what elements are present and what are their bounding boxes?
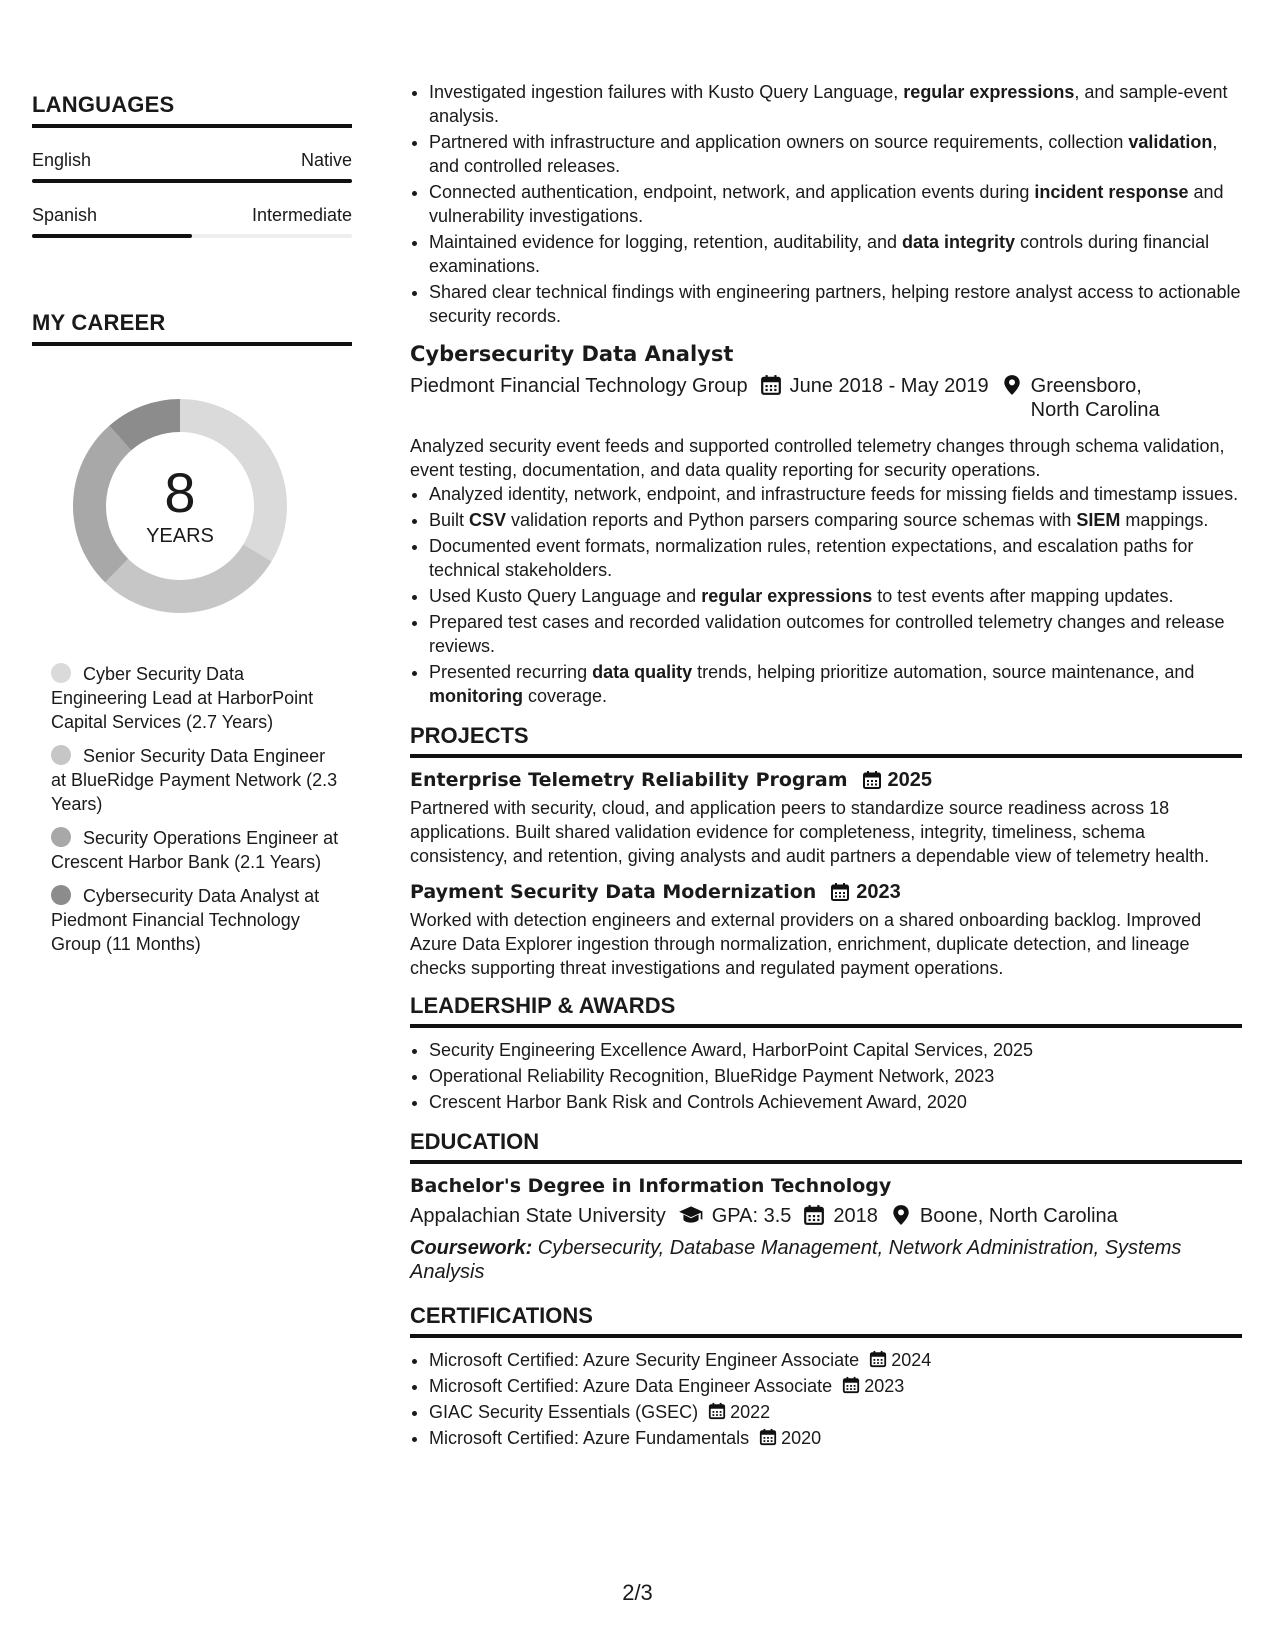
languages-heading: LANGUAGES xyxy=(32,92,352,128)
bullet-item xyxy=(429,230,1242,278)
bullet-keyword: regular expressions xyxy=(701,586,873,606)
map-pin-icon xyxy=(890,1204,912,1226)
bullet-text: Built xyxy=(429,510,470,530)
certification-year: 2023 xyxy=(864,1376,905,1396)
bullet-text: to test events after mapping updates. xyxy=(872,586,1174,606)
legend-swatch xyxy=(51,827,71,847)
bullet-keyword: regular expressions xyxy=(903,82,1075,102)
certification-item xyxy=(429,1400,1242,1424)
bullet-text: Investigated ingestion failures with Kusto Query Language, xyxy=(429,82,904,102)
career-legend-item xyxy=(51,744,341,816)
job-summary: Analyzed security event feeds and supported controlled telemetry changes through schema validation, event testing, documentation, and data quality reporting for security operations. xyxy=(410,436,1225,480)
bullet-keyword: data quality xyxy=(592,662,693,682)
calendar-icon xyxy=(869,1350,887,1368)
bullet-text: , and controlled releases. xyxy=(429,132,1218,176)
coursework xyxy=(410,1236,1242,1284)
award-item: • Operational Reliability Recognition, BlueRidge Payment Network, 2023 xyxy=(429,1064,1242,1088)
certification-name: GIAC Security Essentials (GSEC) xyxy=(429,1402,699,1422)
project-name: Payment Security Data Modernization xyxy=(410,881,817,903)
bullet-text: validation reports and Python parsers comparing source schemas with xyxy=(506,510,1077,530)
bullet-text: mappings. xyxy=(1120,510,1209,530)
bullet-text: Presented recurring xyxy=(429,662,593,682)
education-meta xyxy=(410,1204,1242,1228)
projects-list xyxy=(410,768,1242,980)
career-heading: MY CAREER xyxy=(32,310,352,346)
school-name: Appalachian State University xyxy=(410,1205,666,1227)
certification-year: 2024 xyxy=(891,1350,932,1370)
bullet-keyword: data integrity xyxy=(901,232,1016,252)
bullet-item xyxy=(429,80,1242,128)
bullet-item xyxy=(429,584,1242,608)
job-meta xyxy=(410,374,1242,422)
project-name: Enterprise Telemetry Reliability Program xyxy=(410,769,848,791)
bullet-text: Maintained evidence for logging, retention, auditability, and xyxy=(429,232,902,252)
project-item xyxy=(410,880,1242,980)
job-location: Greensboro, North Carolina xyxy=(1030,375,1160,421)
language-level: Native xyxy=(300,150,352,170)
career-legend xyxy=(51,662,341,956)
legend-label: Cyber Security Data Engineering Lead at HarborPoint Capital Services (2.7 Years) xyxy=(51,664,314,732)
language-item xyxy=(32,205,352,238)
certification-name: Microsoft Certified: Azure Security Engineer Associate xyxy=(429,1350,860,1370)
bullet-item xyxy=(429,482,1242,506)
job-dates: June 2018 - May 2019 xyxy=(789,375,989,397)
career-donut-chart xyxy=(60,386,300,626)
job-company: Piedmont Financial Technology Group xyxy=(410,375,748,397)
bullet-text: controls during financial examinations. xyxy=(429,232,1210,276)
certification-year: 2020 xyxy=(781,1428,822,1448)
career-unit: YEARS xyxy=(146,524,214,547)
certification-name: Microsoft Certified: Azure Fundamentals xyxy=(429,1428,750,1448)
project-year: 2025 xyxy=(887,769,933,791)
calendar-icon xyxy=(708,1402,726,1420)
bullet-text: and vulnerability investigations. xyxy=(429,182,1224,226)
project-description: Partnered with security, cloud, and application peers to standardize source readiness across 18 applications. Built shared validation evidence for completeness, integrity, timeliness, schema consistency, and retention, giving analysts and audit partners a dependable view of telemetry health. xyxy=(410,798,1210,866)
calendar-icon xyxy=(862,770,882,790)
proficiency-bar xyxy=(32,179,352,183)
bullet-keyword: validation xyxy=(1128,132,1213,152)
language-item xyxy=(32,150,352,183)
proficiency-bar xyxy=(32,234,352,238)
page-number: 2/3 xyxy=(622,1580,653,1605)
degree-title: Bachelor's Degree in Information Technology xyxy=(410,1175,892,1197)
bullet-text: Connected authentication, endpoint, network, and application events during xyxy=(429,182,1035,202)
language-name: Spanish xyxy=(32,205,98,225)
certification-item xyxy=(429,1348,1242,1372)
bullet-text: Shared clear technical findings with engineering partners, helping restore analyst access to actionable security records. xyxy=(429,282,1241,326)
project-item xyxy=(410,768,1242,868)
bullet-item xyxy=(429,610,1242,658)
bullet-item xyxy=(429,660,1242,708)
map-pin-icon xyxy=(1001,374,1023,396)
certification-name: Microsoft Certified: Azure Data Engineer Associate xyxy=(429,1376,833,1396)
bullet-keyword: incident response xyxy=(1034,182,1189,202)
right-column xyxy=(410,80,1242,1452)
calendar-icon xyxy=(759,1428,777,1446)
proficiency-bar-fill xyxy=(32,234,192,238)
language-level: Intermediate xyxy=(251,205,352,225)
legend-swatch xyxy=(51,885,71,905)
education-location: Boone, North Carolina xyxy=(919,1205,1118,1227)
bullet-item xyxy=(429,508,1242,532)
education-gpa: GPA: 3.5 xyxy=(711,1205,792,1227)
calendar-icon xyxy=(803,1204,825,1226)
certifications-heading: CERTIFICATIONS xyxy=(410,1304,1242,1338)
bullet-item xyxy=(429,130,1242,178)
job-title: Cybersecurity Data Analyst xyxy=(410,342,734,366)
legend-swatch xyxy=(51,663,71,683)
education-year: 2018 xyxy=(833,1205,878,1227)
career-legend-item xyxy=(51,662,341,734)
job-bullets xyxy=(410,482,1242,708)
bullet-text: Analyzed identity, network, endpoint, and infrastructure feeds for missing fields and timestamp issues. xyxy=(429,484,1239,504)
legend-label: Senior Security Data Engineer at BlueRidge Payment Network (2.3 Years) xyxy=(51,746,338,814)
job-entry xyxy=(410,342,1242,708)
bullet-keyword: CSV xyxy=(469,510,507,530)
left-column xyxy=(32,92,352,966)
calendar-icon xyxy=(760,374,782,396)
bullet-text: Partnered with infrastructure and application owners on source requirements, collection xyxy=(429,132,1129,152)
certification-item xyxy=(429,1374,1242,1398)
bullet-keyword: monitoring xyxy=(429,686,523,706)
bullet-item xyxy=(429,534,1242,582)
career-total-years: 8 xyxy=(164,460,196,524)
graduation-cap-icon xyxy=(678,1204,704,1226)
legend-label: Security Operations Engineer at Crescent Harbor Bank (2.1 Years) xyxy=(51,828,339,872)
legend-label: Cybersecurity Data Analyst at Piedmont Financial Technology Group (11 Months) xyxy=(51,886,320,954)
education-entry xyxy=(410,1174,1242,1284)
award-item: • Crescent Harbor Bank Risk and Controls Achievement Award, 2020 xyxy=(429,1090,1242,1114)
education-heading: EDUCATION xyxy=(410,1130,1242,1164)
language-name: English xyxy=(32,150,92,170)
awards-list xyxy=(410,1038,1242,1114)
bullet-text: trends, helping prioritize automation, source maintenance, and xyxy=(692,662,1195,682)
bullet-text: Prepared test cases and recorded validation outcomes for controlled telemetry changes and release reviews. xyxy=(429,612,1225,656)
award-item: • Security Engineering Excellence Award, HarborPoint Capital Services, 2025 xyxy=(429,1038,1242,1062)
calendar-icon xyxy=(830,882,850,902)
project-description: Worked with detection engineers and external providers on a shared onboarding backlog. Improved Azure Data Explorer ingestion through normalization, enrichment, duplicate detection, and lineage checks supporting threat investigations and regulated payment operations. xyxy=(410,910,1202,978)
certification-year: 2022 xyxy=(730,1402,771,1422)
coursework-label: Coursework: xyxy=(410,1237,533,1259)
bullet-text: Used Kusto Query Language and xyxy=(429,586,702,606)
bullet-item xyxy=(429,280,1242,328)
coursework-list: Cybersecurity, Database Management, Network Administration, Systems Analysis xyxy=(410,1237,1182,1283)
awards-heading: LEADERSHIP & AWARDS xyxy=(410,994,1242,1028)
career-section xyxy=(32,310,352,956)
bullet-text: , and sample-event analysis. xyxy=(429,82,1228,126)
project-year: 2023 xyxy=(856,881,901,903)
career-legend-item xyxy=(51,826,341,874)
certification-item xyxy=(429,1426,1242,1450)
bullet-keyword: SIEM xyxy=(1076,510,1121,530)
calendar-icon xyxy=(842,1376,860,1394)
legend-swatch xyxy=(51,745,71,765)
bullet-item xyxy=(429,180,1242,228)
career-legend-item xyxy=(51,884,341,956)
experience-bullets xyxy=(410,80,1242,328)
certifications-list xyxy=(410,1348,1242,1450)
projects-heading: PROJECTS xyxy=(410,724,1242,758)
proficiency-bar-fill xyxy=(32,179,352,183)
bullet-text: Documented event formats, normalization rules, retention expectations, and escalation paths for technical stakeholders. xyxy=(429,536,1194,580)
bullet-text: coverage. xyxy=(522,686,608,706)
